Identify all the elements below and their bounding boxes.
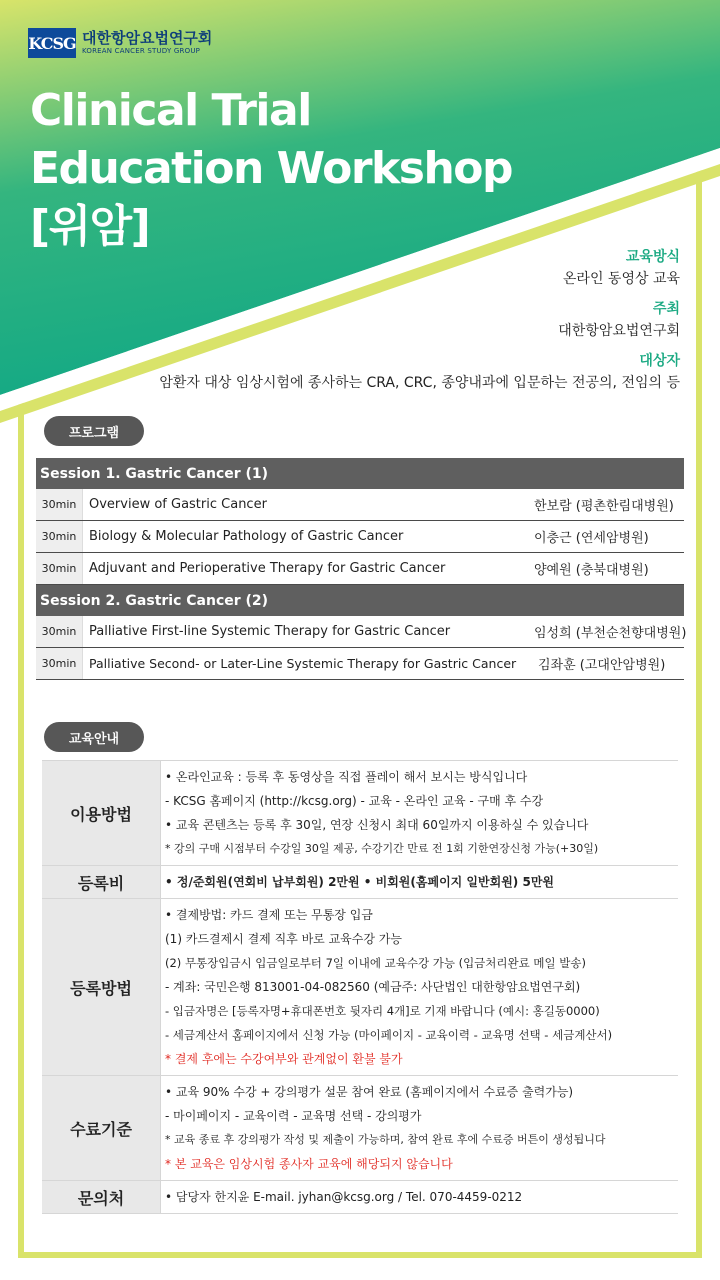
speaker: 한보람 (평촌한림대병원) — [534, 499, 674, 514]
guide-line: - KCSG 홈페이지 (http://kcsg.org) - 교육 - 온라인 교육 - 구매 후 수강 — [165, 794, 544, 808]
guide-line: • 담당자 한지윤 E-mail. jyhan@kcsg.org / Tel. 070-4459-0212 — [165, 1190, 523, 1204]
info-value: 대한항암요법연구회 — [558, 323, 680, 339]
guide-row-content — [161, 1181, 679, 1214]
guide-line-warning: * 결제 후에는 수강여부와 관계없이 환불 불가 — [165, 1052, 403, 1066]
title-line-1: Clinical Trial — [30, 85, 311, 136]
lecture-title: Palliative First-line Systemic Therapy for Gastric Cancer — [89, 624, 451, 639]
program-table — [36, 458, 687, 680]
guide-line: • 결제방법: 카드 결제 또는 무통장 입금 — [165, 908, 373, 922]
guide-row-contact — [42, 1181, 678, 1214]
lecture-title: Overview of Gastric Cancer — [89, 497, 267, 512]
duration: 30min — [36, 489, 83, 520]
guide-row-content — [161, 899, 679, 1076]
program-row — [36, 521, 684, 553]
page-title — [30, 82, 512, 256]
program-row — [36, 489, 684, 521]
speaker: 양예원 (충북대병원) — [534, 563, 649, 578]
guide-row-completion — [42, 1076, 678, 1181]
program-pill: 프로그램 — [44, 416, 144, 446]
guide-line: (2) 무통장입금시 입금일로부터 7일 이내에 교육수강 가능 (입금처리완료 메일 발송) — [165, 956, 586, 970]
title-line-2: Education Workshop — [30, 143, 513, 194]
guide-line: (1) 카드결제시 결제 직후 바로 교육수강 가능 — [165, 932, 402, 946]
duration: 30min — [36, 553, 83, 584]
guide-line: * 교육 종료 후 강의평가 작성 및 제출이 가능하며, 참여 완료 후에 수료증 버튼이 생성됩니다 — [165, 1133, 606, 1146]
info-value: 온라인 동영상 교육 — [562, 271, 680, 287]
info-host — [558, 298, 680, 340]
guide-pill: 교육안내 — [44, 722, 144, 752]
guide-line: • 정/준회원(연회비 납부회원) 2만원 • 비회원(홈페이지 일반회원) 5만원 — [165, 875, 554, 889]
logo-mark: KCSG — [28, 28, 76, 58]
guide-row-label: 등록방법 — [42, 899, 161, 1076]
speaker: 김좌훈 (고대안암병원) — [538, 658, 666, 673]
guide-line: • 교육 콘텐츠는 등록 후 30일, 연장 신청시 최대 60일까지 이용하실 수 있습니다 — [165, 818, 589, 832]
duration: 30min — [36, 521, 83, 552]
guide-row-registration — [42, 899, 678, 1076]
lecture-title: Biology & Molecular Pathology of Gastric Cancer — [89, 529, 404, 544]
logo-name-en: KOREAN CANCER STUDY GROUP — [82, 47, 201, 55]
lecture-title: Palliative Second- or Later-Line Systemic Therapy for Gastric Cancer — [89, 656, 517, 671]
guide-row-fee — [42, 866, 678, 899]
guide-line: - 마이페이지 - 교육이력 - 교육명 선택 - 강의평가 — [165, 1109, 422, 1123]
program-row — [36, 616, 687, 648]
kcsg-logo — [28, 28, 212, 58]
program-row — [36, 648, 684, 680]
duration: 30min — [36, 648, 83, 679]
program-row — [36, 553, 684, 585]
info-method — [563, 246, 680, 288]
guide-line: - 세금계산서 홈페이지에서 신청 가능 (마이페이지 - 교육이력 - 교육명 선택 - 세금계산서) — [165, 1028, 613, 1042]
logo-name-ko: 대한항암요법연구회 — [82, 29, 213, 47]
guide-row-usage — [42, 761, 678, 866]
guide-row-content — [161, 866, 679, 899]
session-header: Session 2. Gastric Cancer (2) — [36, 585, 684, 616]
guide-row-content — [161, 1076, 679, 1181]
guide-row-content — [161, 761, 679, 866]
info-label: 주최 — [652, 301, 680, 317]
info-label: 대상자 — [639, 353, 680, 369]
guide-table — [42, 760, 678, 1214]
guide-row-label: 문의처 — [42, 1181, 161, 1214]
lecture-title: Adjuvant and Perioperative Therapy for Gastric Cancer — [89, 561, 446, 576]
duration: 30min — [36, 616, 83, 647]
guide-line: - 계좌: 국민은행 813001-04-082560 (예금주: 사단법인 대한항암요법연구회) — [165, 980, 581, 994]
info-label: 교육방식 — [625, 249, 680, 265]
guide-row-label: 이용방법 — [42, 761, 161, 866]
guide-row-label: 등록비 — [42, 866, 161, 899]
info-audience — [159, 350, 680, 392]
speaker: 이충근 (연세암병원) — [534, 531, 649, 546]
guide-line: * 강의 구매 시점부터 수강일 30일 제공, 수강기간 만료 전 1회 기한연장신청 가능(+30일) — [165, 842, 599, 855]
speaker: 임성희 (부천순천향대병원) — [534, 626, 687, 641]
guide-row-label: 수료기준 — [42, 1076, 161, 1181]
title-line-3: [위암] — [30, 201, 150, 252]
guide-line-warning: * 본 교육은 임상시험 종사자 교육에 해당되지 않습니다 — [165, 1157, 453, 1171]
guide-line: • 온라인교육 : 등록 후 동영상을 직접 플레이 해서 보시는 방식입니다 — [165, 770, 528, 784]
guide-line: • 교육 90% 수강 + 강의평가 설문 참여 완료 (홈페이지에서 수료증 출력가능) — [165, 1085, 574, 1099]
info-value: 암환자 대상 임상시험에 종사하는 CRA, CRC, 종양내과에 입문하는 전공의, 전임의 등 — [159, 375, 680, 391]
session-header: Session 1. Gastric Cancer (1) — [36, 458, 684, 489]
guide-line: - 입금자명은 [등록자명+휴대폰번호 뒷자리 4개]로 기재 바랍니다 (예시: 홍길동0000) — [165, 1004, 600, 1018]
